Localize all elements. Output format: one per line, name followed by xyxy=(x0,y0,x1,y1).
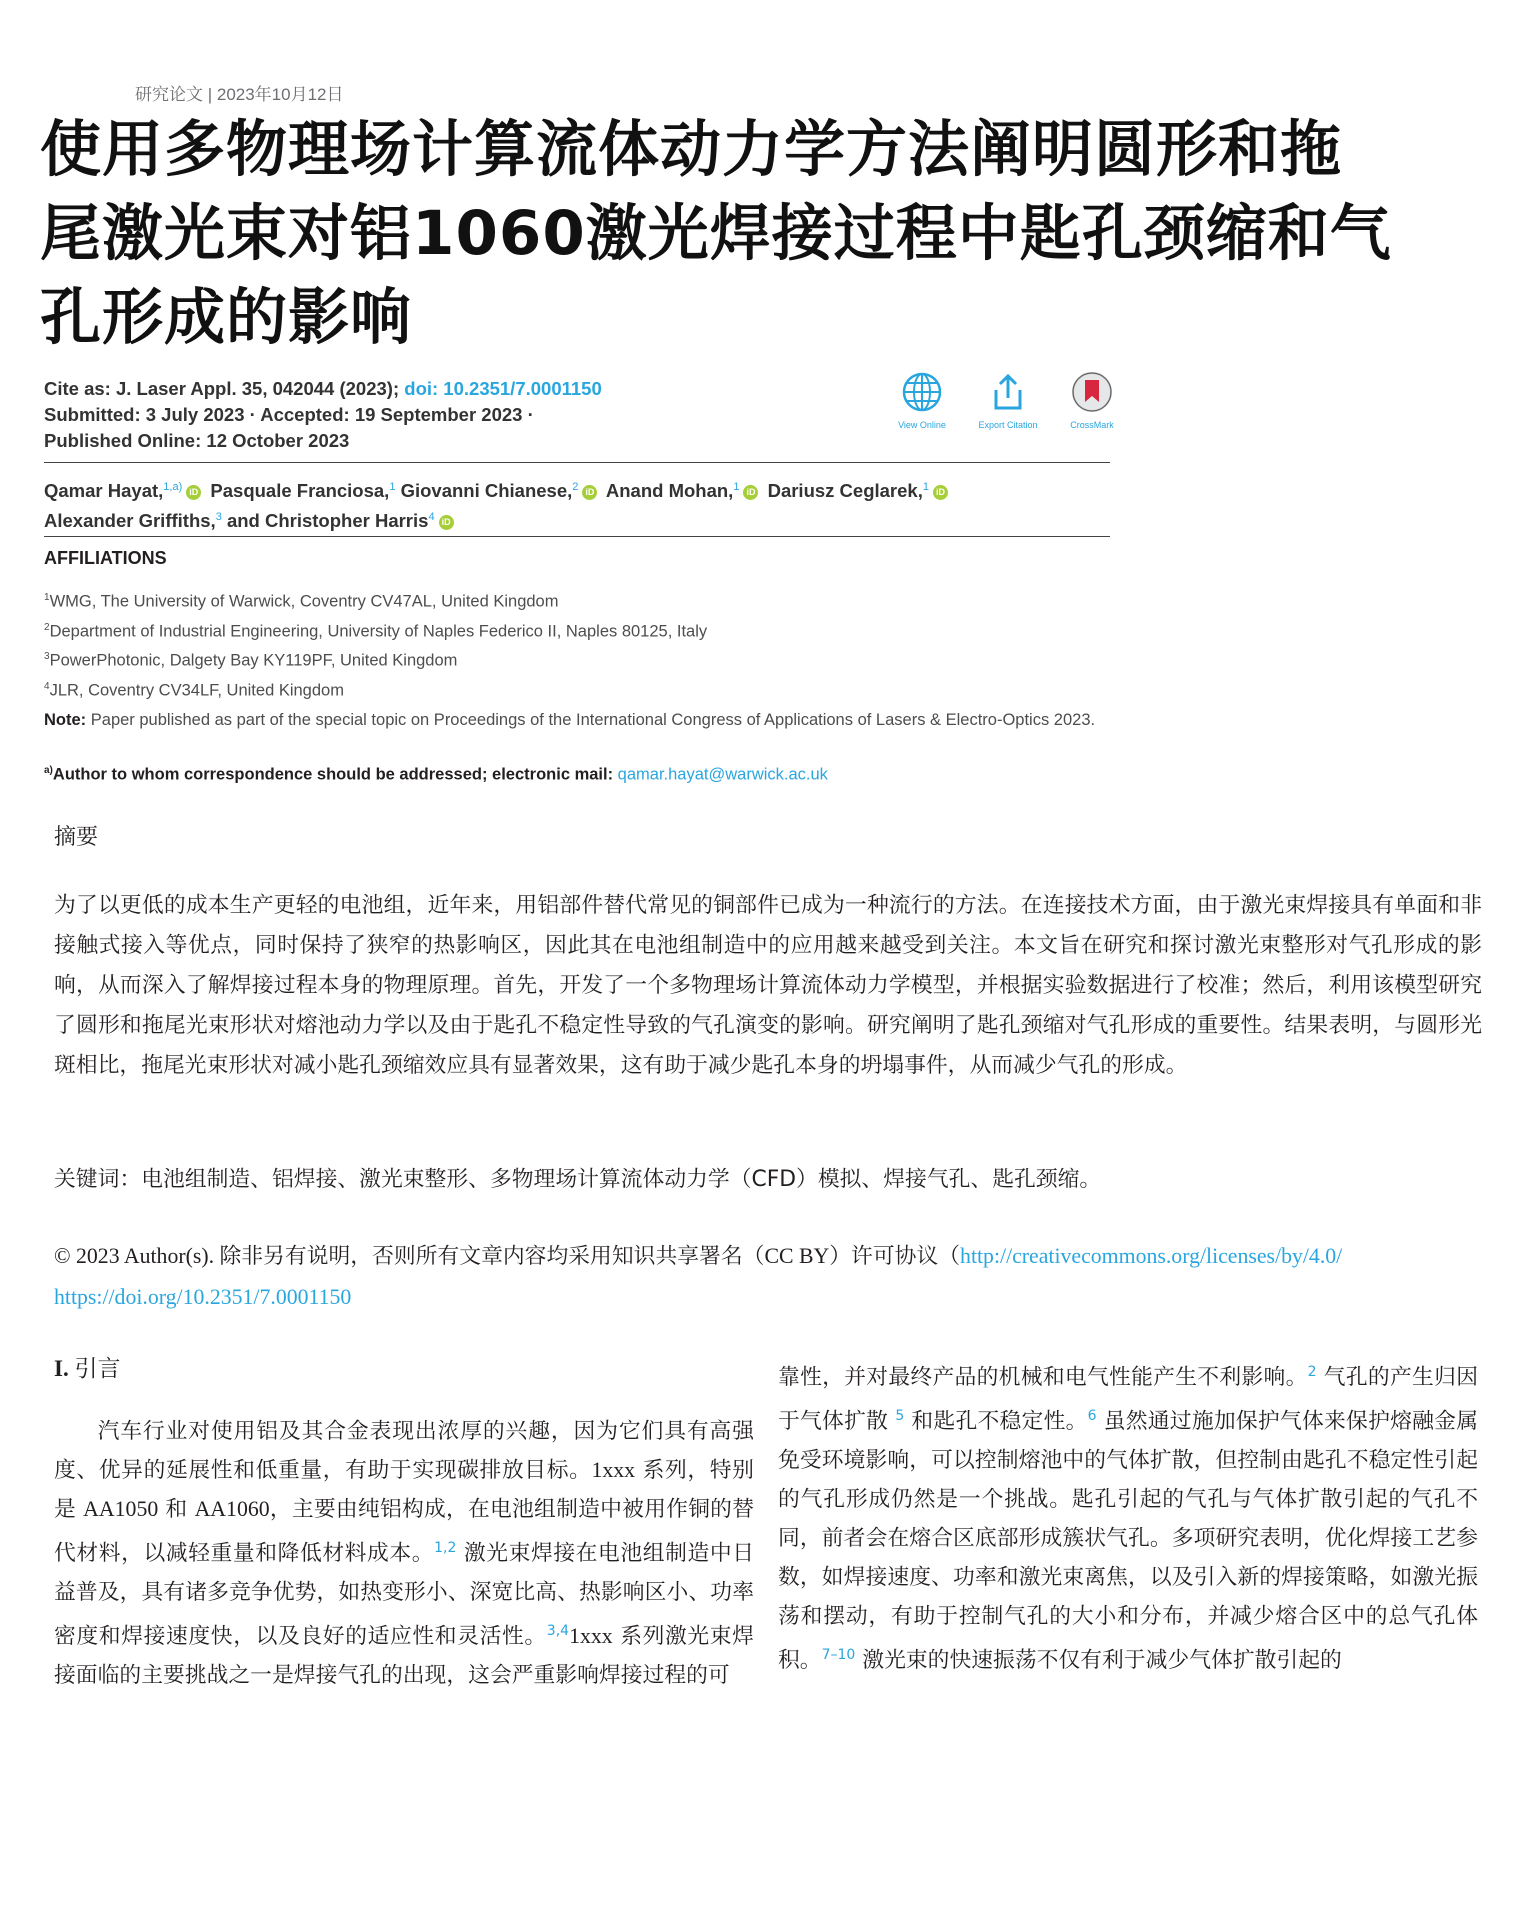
license-link[interactable]: http://creativecommons.org/licenses/by/4.0/ xyxy=(960,1244,1343,1268)
author[interactable]: Qamar Hayat,$^{1,a)}$ iD xyxy=(44,480,205,501)
dates-line: Published Online: 12 October 2023 xyxy=(44,430,350,451)
abstract-heading: 摘要 xyxy=(54,825,99,850)
volume: 35 xyxy=(241,378,263,399)
reference-link[interactable]: 2 xyxy=(1307,1364,1317,1380)
abstract-text: 为了以更低的成本生产更轻的电池组，近年来，用铝部件替代常见的铜部件已成为一种流行的方法。在连接技术方面，由于激光束焊接具有单面和非接触式接入等优点，同时保持了狭窄的热影响区，因此其在电池组制造中的应用越来越受到关注。本文旨在研究和探讨激光束整形对气孔形成的影响，从而深入了解焊接过程本身的物理原理。首先，开发了一个多物理场计算流体动力学模型，并根据实验数据进行了校准；然后，利用该模型研究了圆形和拖尾光束形状对熔池动力学以及由于匙孔不稳定性导致的气孔演变的影响。研究阐明了匙孔颈缩对气孔形成的重要性。结果表明，与圆形光斑相比，拖尾光束形状对减小匙孔颈缩效应具有显著效果，这有助于减少匙孔本身的坍塌事件，从而减少气孔的形成。 xyxy=(54,893,1482,1078)
title-line: 尾激光束对铝1060激光焊接过程中匙孔颈缩和气 xyxy=(40,198,1392,269)
view-online-button[interactable] xyxy=(882,370,962,430)
body-column-right: 靠性，并对最终产品的机械和电气性能产生不利影响。$^2$ 气孔的产生归因于气体扩散 $^5$ 和匙孔不稳定性。$^6$ 虽然通过施加保护气体来保护熔融金属免受环境影响，可以控制熔池中的气体扩散，但控制由匙孔不稳定性引起的气孔形成仍然是一个挑战。匙孔引起的气孔与气体扩散引起的气孔不同，前者会在熔合区底部形成簇状气孔。多项研究表明，优化焊接工艺参数，如焊接速度、功率和激光束离焦，以及引入新的焊接策略，如激光振荡和摆动，有助于控制气孔的大小和分布，并减少熔合区中的总气孔体积。$^{7-10}$ 激光束的快速振荡不仅有利于减少气体扩散引起的 xyxy=(778,1364,1478,1673)
reference-link[interactable]: 5 xyxy=(895,1408,905,1424)
divider xyxy=(44,462,1110,463)
orcid-icon[interactable]: iD xyxy=(582,485,597,500)
reference-link[interactable]: 1,2 xyxy=(434,1540,457,1556)
dates-line: Submitted: 3 July 2023 · Accepted: 19 September 2023 · xyxy=(44,404,534,425)
reference-link[interactable]: 3,4 xyxy=(546,1623,570,1639)
export-icon xyxy=(986,370,1030,414)
license-block: © 2023 Author(s). 除非另有说明，否则所有文章内容均采用知识共享署名（CC BY）许可协议（http://creativecommons.org/licenses/by/4.0/ https://doi.org/10.2351/7.0001150 xyxy=(54,1244,1343,1309)
author[interactable]: and Christopher Harris$^4$ iD xyxy=(227,510,458,531)
crossmark-label: CrossMark xyxy=(1070,420,1114,430)
orcid-icon[interactable]: iD xyxy=(743,485,758,500)
author[interactable]: Anand Mohan,$^1$ iD xyxy=(606,480,763,501)
affiliation: $^1$WMG, The University of Warwick, Coventry CV47AL, United Kingdom xyxy=(44,592,559,611)
section-heading: I. 引言 xyxy=(54,1356,121,1382)
citation-block xyxy=(44,376,602,454)
crossmark-button[interactable] xyxy=(1052,370,1132,430)
title-line: 孔形成的影响 xyxy=(40,282,413,353)
export-citation-label: Export Citation xyxy=(978,420,1038,430)
affiliation: $^4$JLR, Coventry CV34LF, United Kingdom xyxy=(44,680,344,699)
cite-line: Cite as: J. Laser Appl. 35, 042044 (2023); doi: 10.2351/7.0001150 xyxy=(44,378,602,399)
article-meta: 研究论文 | 2023年10月12日 xyxy=(135,85,344,104)
special-topic-note: Note: Paper published as part of the special topic on Proceedings of the International Congress of Applications of Lasers & Electro-Optics 2023. xyxy=(44,711,1096,729)
author[interactable]: Alexander Griffiths,$^3$ xyxy=(44,510,222,532)
paper-title xyxy=(40,108,1529,360)
title-line: 使用多物理场计算流体动力学方法阐明圆形和拖 xyxy=(40,114,1343,185)
orcid-icon[interactable]: iD xyxy=(933,485,948,500)
affiliations-heading: AFFILIATIONS xyxy=(44,548,167,568)
reference-link[interactable]: 7–10 xyxy=(821,1647,856,1663)
orcid-icon[interactable]: iD xyxy=(186,485,201,500)
affiliation: $^2$Department of Industrial Engineering, University of Naples Federico II, Naples 80125, Italy xyxy=(44,621,708,640)
doi-url-link[interactable]: https://doi.org/10.2351/7.0001150 xyxy=(54,1285,352,1309)
keywords: 关键词：电池组制造、铝焊接、激光束整形、多物理场计算流体动力学（CFD）模拟、焊接气孔、匙孔颈缩。 xyxy=(54,1167,1102,1192)
crossmark-icon xyxy=(1070,370,1114,414)
body-column-left: 汽车行业对使用铝及其合金表现出浓厚的兴趣，因为它们具有高强度、优异的延展性和低重量，有助于实现碳排放目标。1xxx 系列，特别是 AA1050 和 AA1060，主要由纯铝构成，在电池组制造中被用作铜的替代材料，以减轻重量和降低材料成本。$^{1,2}$ 激光束焊接在电池组制造中日益普及，具有诸多竞争优势，如热变形小、深宽比高、热影响区小、功率密度和焊接速度快，以及良好的适应性和灵活性。$^{3,4}$1xxx 系列激光束焊接面临的主要挑战之一是焊接气孔的出现，这会严重影响焊接过程的可 xyxy=(54,1419,754,1688)
divider xyxy=(44,536,1110,537)
author[interactable]: Pasquale Franciosa,$^1$ xyxy=(210,480,396,502)
orcid-icon[interactable]: iD xyxy=(439,515,454,530)
doi-link[interactable]: doi: 10.2351/7.0001150 xyxy=(404,378,602,399)
globe-icon xyxy=(900,370,944,414)
email-link[interactable]: qamar.hayat@warwick.ac.uk xyxy=(617,765,828,784)
view-online-label: View Online xyxy=(898,420,946,430)
author[interactable]: Dariusz Ceglarek,$^1$ iD xyxy=(768,480,952,501)
correspondence-note: $^{a)}$Author to whom correspondence should be addressed; electronic mail: qamar.hayat@warwick.ac.uk xyxy=(44,765,828,784)
author[interactable]: Giovanni Chianese,$^2$ iD xyxy=(401,480,602,501)
affiliation: $^3$PowerPhotonic, Dalgety Bay KY119PF, United Kingdom xyxy=(44,651,458,670)
export-citation-button[interactable] xyxy=(968,370,1048,430)
reference-link[interactable]: 6 xyxy=(1087,1408,1097,1424)
author-list xyxy=(44,474,1110,534)
affiliations-list xyxy=(44,585,707,703)
